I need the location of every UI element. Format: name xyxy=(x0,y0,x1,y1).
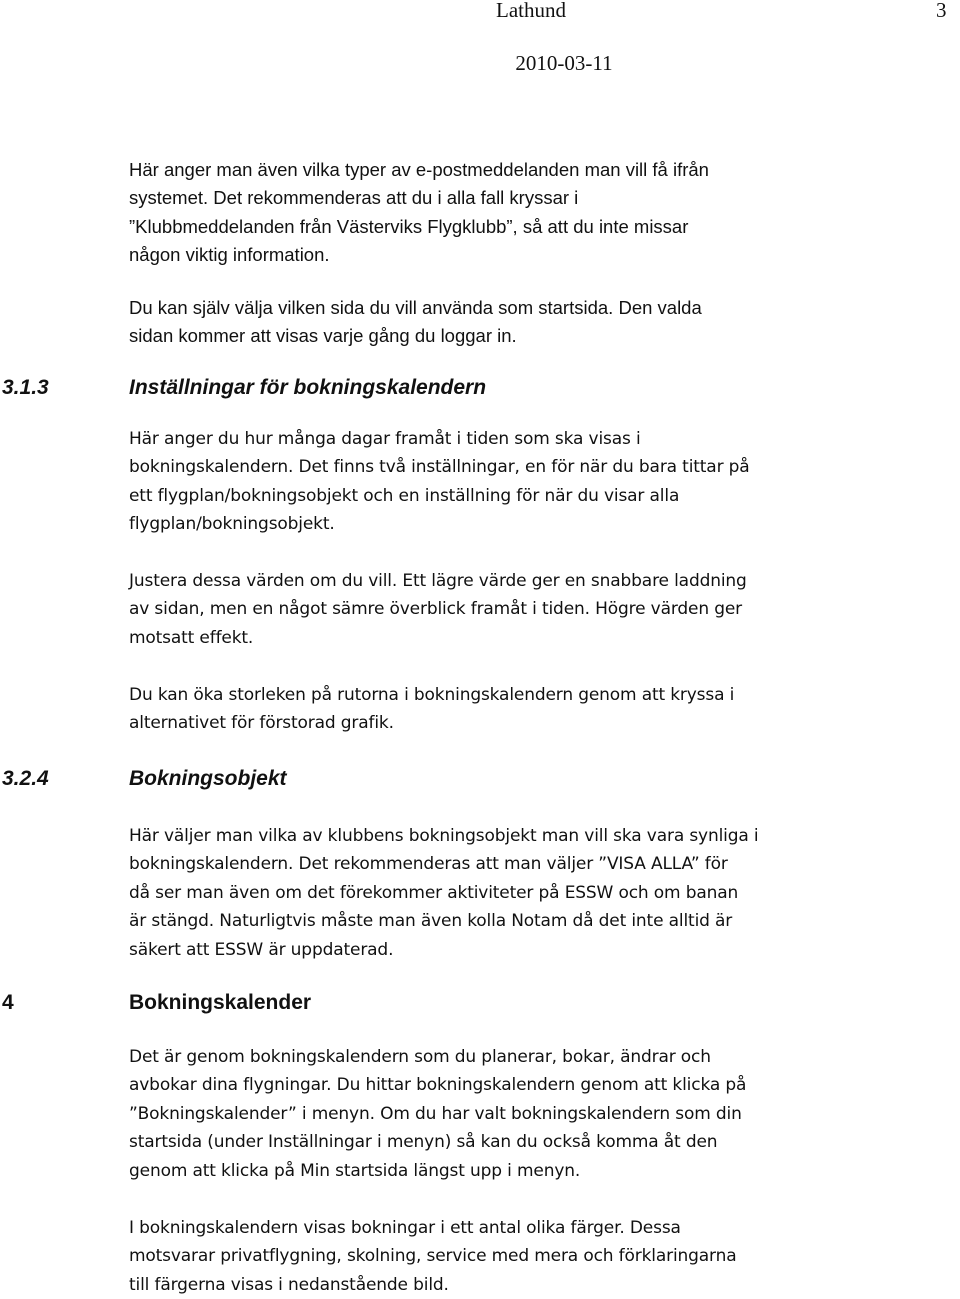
text-line: säkert att ESSW är uppdaterad. xyxy=(129,939,394,960)
paragraph-calendar-settings-2 xyxy=(129,567,849,652)
paragraph-booking-objects xyxy=(129,822,849,964)
heading-number: 4 xyxy=(2,991,14,1014)
text-line: motsvarar privatflygning, skolning, service med mera och förklaringarna xyxy=(129,1246,737,1267)
page-number: 3 xyxy=(936,0,947,22)
heading-number: 3.2.4 xyxy=(2,767,49,790)
text-line: avbokar dina flygningar. Du hittar bokningskalendern genom att klicka på xyxy=(129,1075,747,1096)
heading-title: Bokningsobjekt xyxy=(129,767,287,790)
heading-title: Bokningskalender xyxy=(129,991,312,1014)
text-line: sidan kommer att visas varje gång du loggar in. xyxy=(129,325,517,347)
paragraph-email-types xyxy=(129,156,849,270)
header-date: 2010-03-11 xyxy=(515,51,613,75)
paragraph-calendar-settings-3 xyxy=(129,681,849,738)
text-line: alternativet för förstorad grafik. xyxy=(129,713,394,734)
text-line: Här anger du hur många dagar framåt i tiden som ska visas i xyxy=(129,429,641,449)
text-line: I bokningskalendern visas bokningar i ett antal olika färger. Dessa xyxy=(129,1218,681,1238)
text-line: är stängd. Naturligtvis måste man även kolla Notam då det inte alltid är xyxy=(129,911,733,932)
heading-title: Inställningar för bokningskalendern xyxy=(129,376,487,399)
running-header-title: Lathund xyxy=(496,0,566,22)
text-line: systemet. Det rekommenderas att du i alla fall kryssar i xyxy=(129,187,579,209)
text-line: bokningskalendern. Det rekommenderas att man väljer ”VISA ALLA” för xyxy=(129,854,728,875)
text-line: då ser man även om det förekommer aktiviteter på ESSW och om banan xyxy=(129,882,739,903)
text-line: Här anger man även vilka typer av e-postmeddelanden man vill få ifrån xyxy=(129,159,709,180)
paragraph-calendar-colors xyxy=(129,1214,849,1299)
text-line: Justera dessa värden om du vill. Ett lägre värde ger en snabbare laddning xyxy=(129,571,747,591)
text-line: ”Klubbmeddelanden från Västerviks Flygklubb”, så att du inte missar xyxy=(129,215,689,237)
text-line: bokningskalendern. Det finns två inställningar, en för när du bara tittar på xyxy=(129,457,750,478)
paragraph-calendar-settings-1 xyxy=(129,425,849,539)
text-line: av sidan, men en något sämre överblick framåt i tiden. Högre värden ger xyxy=(129,599,743,620)
text-line: genom att klicka på Min startsida längst upp i menyn. xyxy=(129,1160,581,1181)
paragraph-startpage xyxy=(129,294,849,351)
text-line: till färgerna visas i nedanstående bild. xyxy=(129,1274,449,1295)
text-line: Du kan själv välja vilken sida du vill använda som startsida. Den valda xyxy=(129,297,702,318)
heading-number: 3.1.3 xyxy=(2,376,49,399)
text-line: motsatt effekt. xyxy=(129,627,254,648)
text-line: Du kan öka storleken på rutorna i bokningskalendern genom att kryssa i xyxy=(129,685,735,705)
text-line: Det är genom bokningskalendern som du planerar, bokar, ändrar och xyxy=(129,1047,711,1067)
text-line: startsida (under Inställningar i menyn) så kan du också komma åt den xyxy=(129,1132,718,1153)
text-line: någon viktig information. xyxy=(129,244,330,266)
text-line: Här väljer man vilka av klubbens bokningsobjekt man vill ska vara synliga i xyxy=(129,826,759,846)
paragraph-calendar-intro xyxy=(129,1043,849,1185)
text-line: ett flygplan/bokningsobjekt och en inställning för när du visar alla xyxy=(129,485,680,506)
text-line: flygplan/bokningsobjekt. xyxy=(129,514,335,535)
text-line: ”Bokningskalender” i menyn. Om du har valt bokningskalendern som din xyxy=(129,1103,742,1124)
